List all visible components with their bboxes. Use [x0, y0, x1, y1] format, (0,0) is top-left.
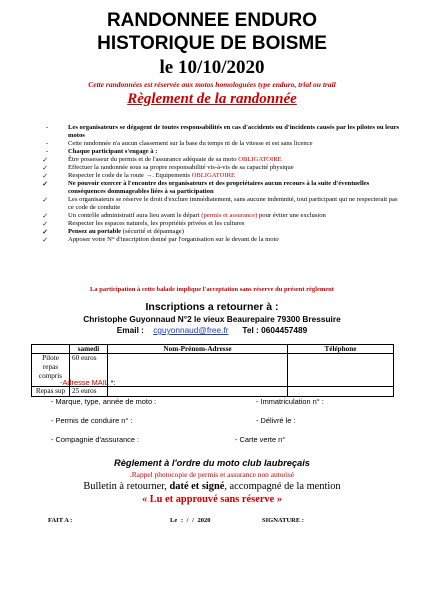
rule-item: ✓ Respecter les espaces naturels, les propriétés privées et les cultures: [40, 220, 400, 228]
payment-order-note: Règlement à l'ordre du moto club laubreçais: [114, 458, 310, 468]
signature-field: SIGNATURE :: [262, 517, 304, 524]
checkmark-icon: ✓: [42, 228, 48, 236]
row-label: Pilote repas compris: [32, 354, 70, 387]
rules-list: [40, 124, 400, 244]
row-price: 25 euros: [70, 387, 108, 397]
inscriptions-title: Inscriptions a retourner à :: [145, 301, 279, 313]
fait-a-field: FAIT A :: [48, 517, 73, 524]
delivre-field-label: - Délivré le :: [256, 416, 296, 425]
email-label: Email :: [116, 325, 144, 335]
rule-item: ✓ Ne pouvoir exercer à l'encontre des organisateurs et des propriétaires aucun recours à la suite d'éventuelles conséquences dommageables liées à sa participation: [40, 180, 400, 196]
email-link[interactable]: cguyonnaud@free.fr: [153, 325, 229, 335]
approval-mention: « Lu et approuvé sans réserve »: [141, 494, 283, 505]
return-instructions: Bulletin à retourner, daté et signé, accompagné de la mention: [83, 481, 341, 492]
rule-item: ✓ Être possesseur du permis et de l'assurance adéquate de sa moto OBLIGATOIRE: [40, 156, 400, 164]
checkmark-icon: ✓: [42, 164, 48, 172]
assurance-field-label: - Compagnie d'assurance :: [51, 435, 140, 444]
title-line-1: RANDONNEE ENDURO: [106, 10, 318, 31]
phone: Tel : 0604457489: [242, 325, 308, 335]
phone-cell[interactable]: [288, 387, 394, 397]
participation-note: La participation à cette balade implique l'acceptation sans réserve du présent règlement: [90, 286, 334, 293]
checkmark-icon: ✓: [42, 196, 48, 204]
checkmark-icon: ✓: [42, 156, 48, 164]
rule-item: - Cette randonnée n'a aucun classement sur la base du temps ni de la vitesse et est sans licence: [40, 140, 400, 148]
dash-bullet: -: [45, 124, 49, 131]
row-price: 60 euros: [70, 354, 108, 387]
table-header-phone: Téléphone: [288, 345, 394, 354]
inscriptions-address: Christophe Guyonnaud N°2 le vieux Beaurepaire 79300 Bressuire: [83, 314, 341, 324]
table-header-empty: [32, 345, 70, 354]
restriction-note: Cette randonnées est réservée aux motos homologuées type enduro, trial ou trail: [88, 80, 336, 89]
dash-bullet: -: [45, 148, 49, 155]
rule-item: - Chaque participant s'engage à :: [40, 148, 400, 156]
rules-title: Règlement de la randonnée: [127, 91, 297, 107]
name-cell[interactable]: [108, 387, 288, 397]
table-header-name: Nom-Prénom-Adresse: [108, 345, 288, 354]
phone-cell[interactable]: [288, 354, 394, 387]
checkmark-icon: ✓: [42, 172, 48, 180]
rule-item: ✓ Pensez au portable (sécurité et dépannage): [40, 228, 400, 236]
date-field: Le : / / 2020: [170, 517, 211, 524]
checkmark-icon: ✓: [42, 212, 48, 220]
rule-item: - Les organisateurs se dégagent de toutes responsabilités en cas d'accidents ou d'incidents causés par les pilotes ou leurs motos: [40, 124, 400, 140]
checkmark-icon: ✓: [42, 236, 48, 244]
photocopy-reminder: .Rappel photocopie de permis et assurance non autorisé: [129, 470, 295, 479]
checkmark-icon: ✓: [42, 180, 48, 188]
immatriculation-field-label: - Immatriculation n° :: [256, 397, 324, 406]
row-label: Repas sup: [32, 387, 70, 397]
rule-item: ✓ Respecter le code de la route →. Equipements OBLIGATOIRE: [40, 172, 400, 180]
dash-bullet: -: [45, 140, 49, 147]
rule-item: ✓ Effectuer la randonnée sous sa propre responsabilité vis-à-vis de sa capacité physique: [40, 164, 400, 172]
title-line-2: HISTORIQUE DE BOISME: [97, 33, 327, 54]
moto-field-label: - Marque, type, année de moto :: [51, 397, 157, 406]
registration-table: [31, 344, 394, 397]
inscriptions-contact: [0, 325, 424, 335]
table-header-samedi: samedi: [70, 345, 108, 354]
rule-item: ✓ Un contrôle administratif aura lieu avant le départ (permis et assurance) pour éviter une exclusion: [40, 212, 400, 220]
carte-verte-field-label: - Carte verte n°: [235, 435, 286, 444]
checkmark-icon: ✓: [42, 220, 48, 228]
table-row: [32, 387, 394, 397]
email-field-label: -Adresse MAIL *:: [60, 378, 116, 387]
rule-item: ✓ Les organisateurs se réserve le droit d'exclure immédiatement, sans aucune indemnité, tout participant qui ne respecterait pas ce code de conduite: [40, 196, 400, 212]
permis-field-label: - Permis de conduire n° :: [51, 416, 133, 425]
rule-item: ✓ Apposer votre N° d'inscription donné par l'organisation sur le devant de la moto: [40, 236, 400, 244]
event-date: le 10/10/2020: [159, 57, 265, 78]
name-cell[interactable]: [108, 354, 288, 387]
